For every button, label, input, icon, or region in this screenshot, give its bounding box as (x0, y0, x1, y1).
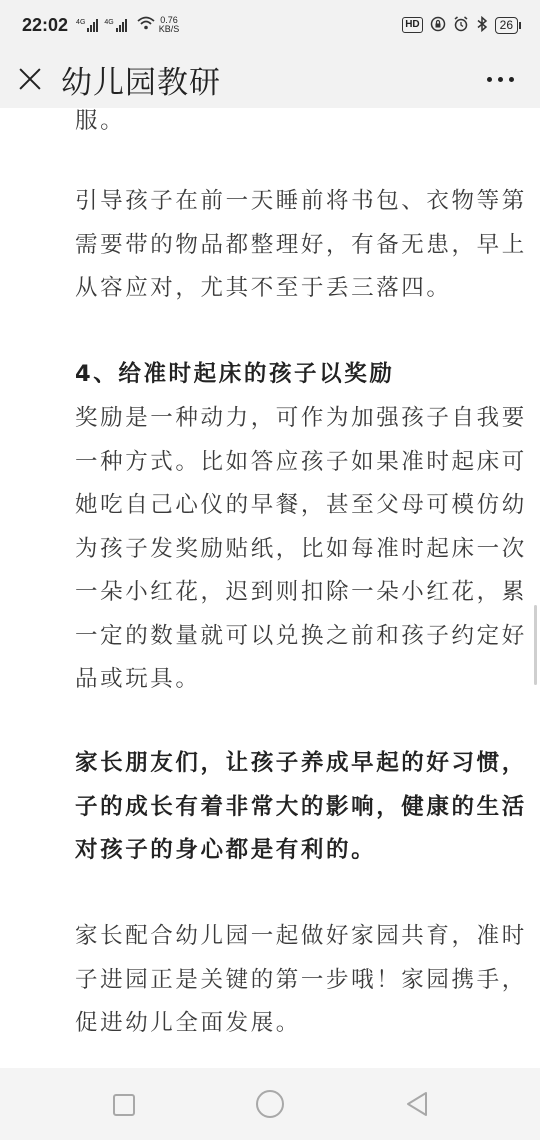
article-paragraph: 服。 (75, 108, 126, 134)
more-options-icon[interactable] (487, 77, 514, 82)
home-button[interactable] (256, 1090, 284, 1118)
article-paragraph: 家长配合幼儿园一起做好家园共育，准时 子进园正是关键的第一步哦！家园携手， 促进幼儿全面发展。 (75, 923, 527, 1036)
article-body[interactable] (0, 100, 540, 1068)
signal-label-2: 4G (104, 18, 114, 26)
status-bar (0, 0, 540, 50)
top-bar (0, 50, 540, 108)
section-heading: 4、给准时起床的孩子以奖励 (75, 361, 395, 387)
lock-rotation-icon (430, 16, 446, 35)
status-time: 22:02 (22, 14, 69, 35)
bluetooth-icon (476, 16, 488, 35)
system-nav-bar (0, 1068, 540, 1140)
speed-value: 0.76 (160, 15, 178, 25)
signal-label: 4G (76, 18, 86, 26)
back-button[interactable] (404, 1090, 430, 1122)
wifi-icon (137, 16, 155, 35)
page-title: 幼儿园教研 (61, 64, 221, 101)
article-paragraph-bold: 家长朋友们，让孩子养成早起的好习惯， 子的成长有着非常大的影响，健康的生活 对孩子的身心都是有利的。 (75, 750, 527, 863)
article-paragraph: 奖励是一种动力，可作为加强孩子自我要 一种方式。比如答应孩子如果准时起床可 她吃自己心仪的早餐，甚至父母可模仿幼 为孩子发奖励贴纸，比如每准时起床一次 一朵小红花，迟到则扣除一朵小红花，累 一定的数量就可以兑换之前和孩子约定好 品或玩具。 (75, 405, 527, 692)
alarm-icon (453, 16, 469, 35)
close-icon[interactable] (17, 66, 43, 92)
battery-icon: 26 (495, 17, 518, 34)
network-speed (159, 16, 180, 34)
hd-icon: HD (402, 17, 422, 33)
speed-unit: KB/S (158, 24, 180, 34)
article-paragraph: 引导孩子在前一天睡前将书包、衣物等第 需要带的物品都整理好，有备无患，早上 从容应对，尤其不至于丢三落四。 (75, 188, 527, 301)
scrollbar-thumb[interactable] (534, 605, 537, 685)
recent-apps-button[interactable] (113, 1094, 135, 1116)
signal-icon-2 (104, 19, 126, 32)
signal-icon (76, 19, 98, 32)
